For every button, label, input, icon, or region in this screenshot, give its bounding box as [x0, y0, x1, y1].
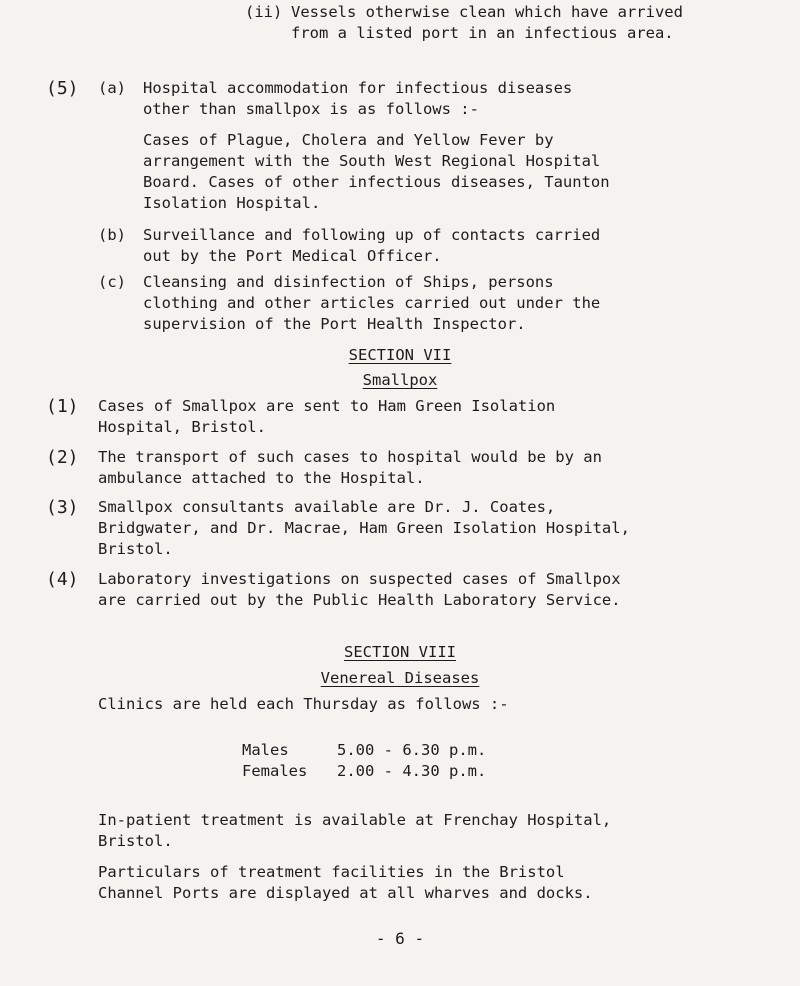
subitem-label-b: (b) [98, 226, 126, 244]
item-number-5: (5) [46, 78, 79, 99]
subitem-label-a: (a) [98, 79, 126, 97]
text-line: arrangement with the South West Regional Hospital [143, 152, 601, 170]
text-line: supervision of the Port Health Inspector. [143, 315, 526, 333]
page-number: - 6 - [375, 929, 425, 948]
text-line: Cases of Plague, Cholera and Yellow Fever by [143, 131, 554, 149]
text-line: Smallpox consultants available are Dr. J. Coates, [98, 498, 556, 516]
text-line: other than smallpox is as follows :- [143, 100, 479, 118]
smallpox-item-4 [98, 569, 621, 611]
clinic-row [242, 761, 597, 782]
text-line: ambulance attached to the Hospital. [98, 469, 425, 487]
text-line: The transport of such cases to hospital would be by an [98, 448, 602, 466]
particulars-paragraph [98, 862, 593, 904]
section-viii-subheading: Venereal Diseases [320, 669, 480, 687]
text-line: Board. Cases of other infectious diseases, Taunton [143, 173, 610, 191]
text-line: from a listed port in an infectious area. [291, 24, 674, 42]
text-line: Surveillance and following up of contacts carried [143, 226, 601, 244]
item-number-4: (4) [46, 569, 79, 590]
text-line: Cleansing and disinfection of Ships, persons [143, 273, 554, 291]
smallpox-item-3 [98, 497, 630, 560]
text-line: Laboratory investigations on suspected cases of Smallpox [98, 570, 621, 588]
item-number-1: (1) [46, 396, 79, 417]
subitem-label-c: (c) [98, 273, 126, 291]
text-line: In-patient treatment is available at Frenchay Hospital, [98, 811, 612, 829]
text-line: Hospital, Bristol. [98, 418, 266, 436]
text-line: Bridgwater, and Dr. Macrae, Ham Green Isolation Hospital, [98, 519, 630, 537]
item-label-ii: (ii) [245, 3, 283, 21]
text-line: out by the Port Medical Officer. [143, 247, 442, 265]
smallpox-item-2 [98, 447, 602, 489]
clinics-intro: Clinics are held each Thursday as follows :- [98, 695, 509, 713]
inpatient-paragraph [98, 810, 611, 852]
clinic-who: Males [242, 741, 289, 759]
text-line: clothing and other articles carried out under the [143, 294, 601, 312]
text-line: Vessels otherwise clean which have arrived [291, 3, 683, 21]
text-line: Channel Ports are displayed at all wharves and docks. [98, 884, 593, 902]
text-line: Cases of Smallpox are sent to Ham Green Isolation [98, 397, 556, 415]
text-line: Isolation Hospital. [143, 194, 321, 212]
text-line: Particulars of treatment facilities in the Bristol [98, 863, 565, 881]
clinic-time: 2.00 - 4.30 p.m. [337, 762, 487, 780]
subitem-a-detail [143, 130, 610, 214]
item-number-3: (3) [46, 497, 79, 518]
smallpox-item-1 [98, 396, 555, 438]
text-line: Bristol. [98, 832, 173, 850]
text-line: are carried out by the Public Health Laboratory Service. [98, 591, 621, 609]
clinic-time: 5.00 - 6.30 p.m. [337, 741, 487, 759]
text-line: Bristol. [98, 540, 173, 558]
section-vii-heading: SECTION VII [348, 346, 452, 364]
text-line: Hospital accommodation for infectious diseases [143, 79, 573, 97]
section-vii-subheading: Smallpox [362, 371, 438, 389]
item-number-2: (2) [46, 447, 79, 468]
clinic-who: Females [242, 762, 308, 780]
subitem-a-text [143, 78, 572, 120]
subitem-c-text [143, 272, 600, 335]
clinic-row [242, 740, 597, 761]
clinic-hours [242, 740, 597, 782]
subitem-b-text [143, 225, 600, 267]
intro-paragraph [291, 2, 683, 44]
section-viii-heading: SECTION VIII [344, 643, 456, 661]
